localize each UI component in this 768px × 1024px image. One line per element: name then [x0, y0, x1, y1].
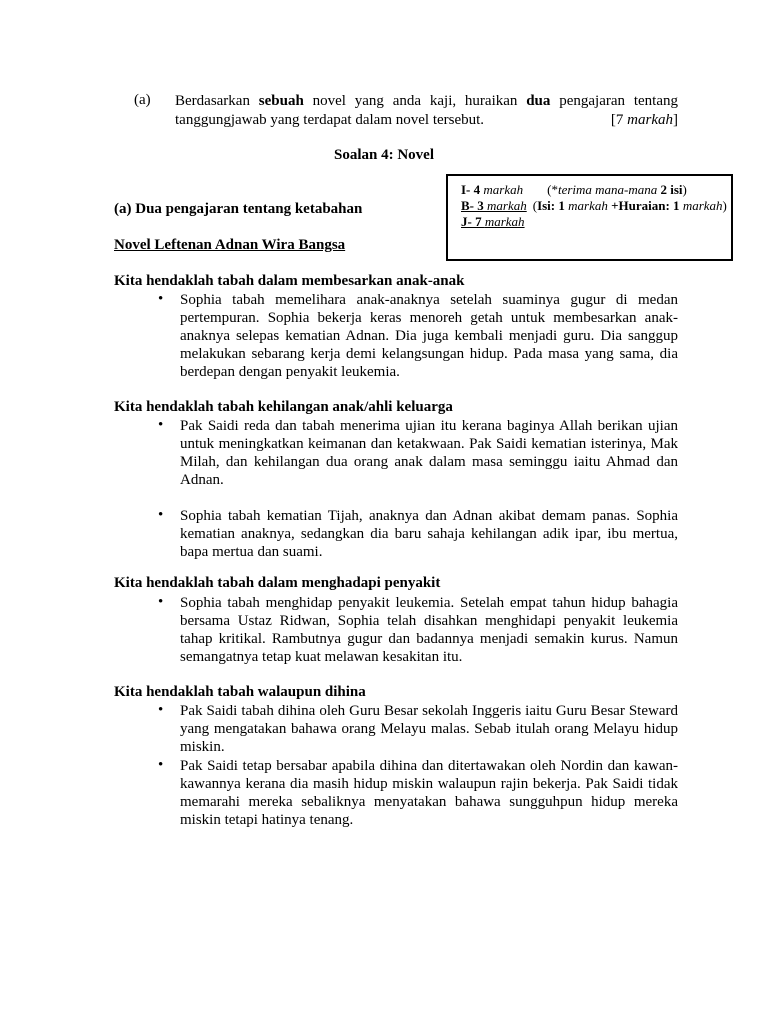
question-marks: [7 markah] — [610, 112, 678, 128]
section-heading-1: Kita hendaklah tabah dalam membesarkan anak-anak — [114, 273, 465, 289]
list-item: Sophia tabah menghidap penyakit leukemia. Setelah empat tahun hidup bahagia bersama Ustaz Ridwan, Sophia telah disahkan menghidapi penyakit leukemia tahap kritikal. Rambutnya gugur dan badannya menjadi semakin kurus. Namun semangatnya tetap kuat melawan kesakitan itu. — [180, 595, 678, 665]
bullet-icon: • — [158, 757, 164, 773]
question-label: (a) — [134, 92, 151, 108]
list-item: Pak Saidi reda dan tabah menerima ujian itu kerana baginya Allah berikan ujian untuk meningkatkan keimanan dan ketakwaan. Pak Saidi kematian isterinya, Mak Milah, dan kehilangan dua orang anak dalam masa seminggu iaitu Ahmad dan Adnan. — [180, 418, 678, 488]
list-item: Sophia tabah memelihara anak-anaknya setelah suaminya gugur di medan pertempuran. Sophia bekerja keras menoreh getah untuk membesarkan anak-anaknya selepas kematian Adnan. Dia juga kembali menjadi guru. Dia sanggup melakukan sebarang kerja demi kelangsungan hidup. Pada masa yang sama, dia berdepan dengan penyakit leukemia. — [180, 292, 678, 380]
list-item: Pak Saidi tabah dihina oleh Guru Besar sekolah Inggeris iaitu Guru Besar Steward yang mengatakan bahawa orang Melayu malas. Sebab itulah orang Melayu hidup miskin. — [180, 703, 678, 755]
scheme-row-i: I- 4 markah (*terima mana-mana 2 isi) — [461, 182, 687, 197]
page-title: Soalan 4: Novel — [333, 147, 434, 163]
bullet-icon: • — [158, 702, 164, 718]
bullet-icon: • — [158, 291, 164, 307]
marking-scheme-box — [446, 174, 733, 261]
section-heading-2: Kita hendaklah tabah kehilangan anak/ahli keluarga — [114, 399, 453, 415]
list-item: Pak Saidi tetap bersabar apabila dihina dan ditertawakan oleh Nordin dan kawan-kawannya kerana dia masih hidup miskin walaupun rajin bekerja. Pak Saidi tidak memarahi mereka sebaliknya menyatakan bahawa sungguhpun hidup mereka miskin tetapi hatinya tenang. — [180, 758, 678, 828]
section-heading-3: Kita hendaklah tabah dalam menghadapi penyakit — [114, 575, 441, 591]
section-heading-4: Kita hendaklah tabah walaupun dihina — [114, 684, 366, 700]
answer-heading: (a) Dua pengajaran tentang ketabahan — [114, 201, 363, 217]
bullet-icon: • — [158, 507, 164, 523]
novel-title: Novel Leftenan Adnan Wira Bangsa — [114, 237, 346, 253]
scheme-row-b: B- 3 markah (Isi: 1 markah +Huraian: 1 markah) — [461, 198, 727, 213]
bullet-icon: • — [158, 417, 164, 433]
question-text: Berdasarkan sebuah novel yang anda kaji, huraikan dua pengajaran tentang tanggungjawab yang terdapat dalam novel tersebut. [7 markah] — [175, 93, 678, 128]
scheme-row-j: J- 7 markah — [461, 214, 525, 229]
bullet-icon: • — [158, 594, 164, 610]
list-item: Sophia tabah kematian Tijah, anaknya dan Adnan akibat demam panas. Sophia kematian anaknya, sedangkan dia baru sahaja kehilangan adik ipar, ibu mertua, bapa mertua dan suami. — [180, 508, 678, 560]
